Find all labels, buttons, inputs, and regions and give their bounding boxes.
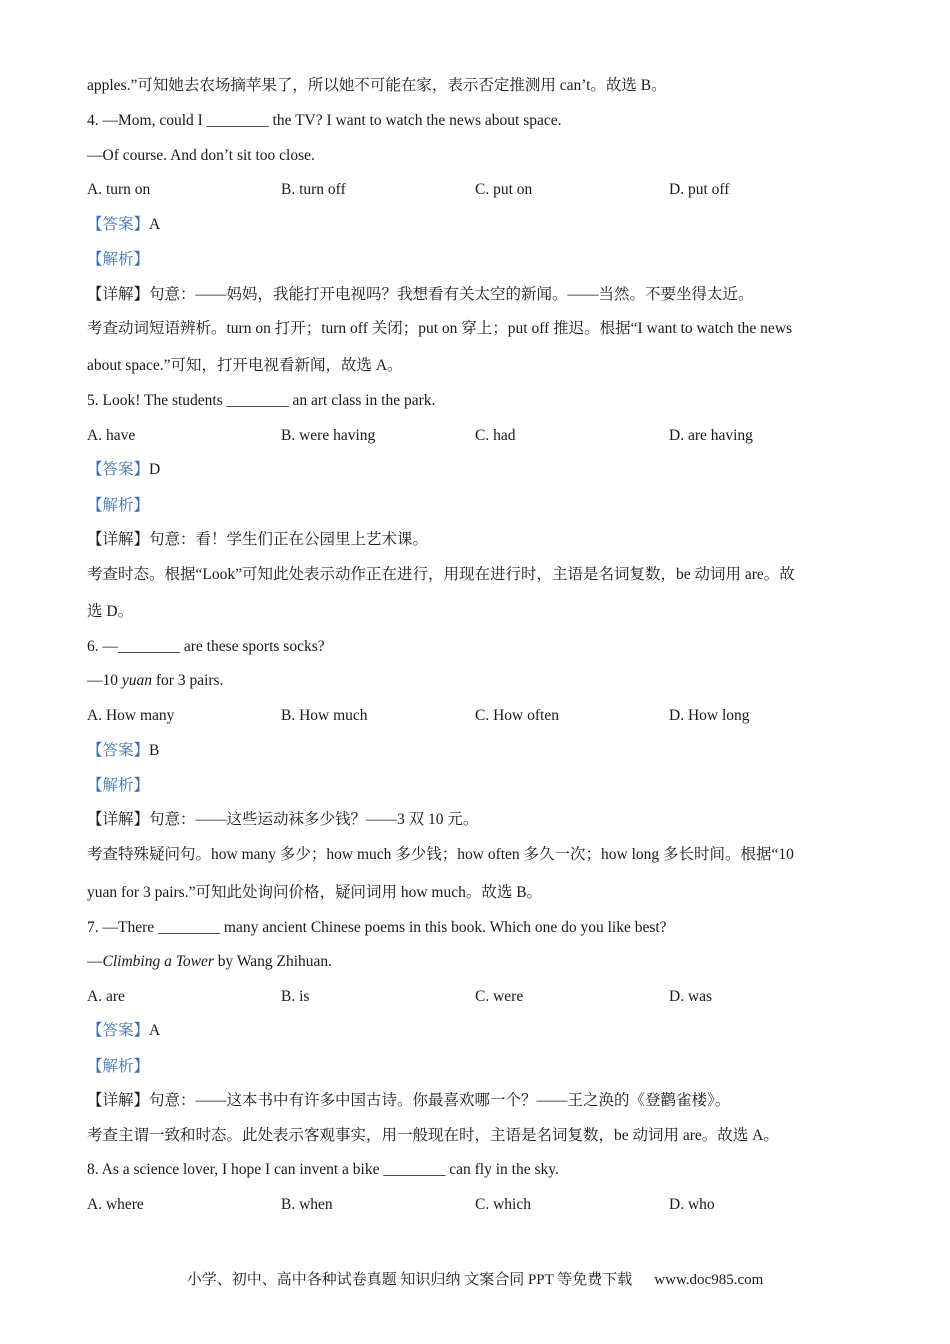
page-footer bbox=[0, 1270, 950, 1290]
q7-option-d: D. was bbox=[669, 988, 713, 1005]
q4-option-a: A. turn on bbox=[87, 181, 151, 198]
answer-label: 【答案】 bbox=[87, 461, 150, 478]
q7-option-b: B. is bbox=[281, 988, 310, 1005]
footer-text: 小学、初中、高中各种试卷真题 知识归纳 文案合同 PPT 等免费下载 bbox=[186, 1272, 633, 1288]
answer-value: A bbox=[149, 216, 161, 233]
q7-stem: 7. —There ________ many ancient Chinese poems in this book. Which one do you like best? bbox=[87, 919, 667, 936]
q7-answer bbox=[87, 1021, 160, 1041]
q6-option-a: A. How many bbox=[87, 707, 175, 724]
q8-option-b: B. when bbox=[281, 1196, 333, 1213]
q5-detail: 【详解】句意：看！学生们正在公园里上艺术课。 bbox=[87, 531, 429, 548]
prev-explanation-tail: apples.”可知她去农场摘苹果了，所以她不可能在家，表示否定推测用 can’t。故选 B。 bbox=[87, 77, 667, 94]
q6-explanation-2: yuan for 3 pairs.”可知此处询问价格，疑问词用 how much。故选 B。 bbox=[87, 884, 543, 901]
q7-option-a: A. are bbox=[87, 988, 125, 1005]
q4-option-b: B. turn off bbox=[281, 181, 346, 198]
q7-reply-pre: — bbox=[87, 953, 103, 970]
q4-explanation-1: 考查动词短语辨析。turn on 打开；turn off 关闭；put on 穿上；put off 推迟。根据“I want to watch the news bbox=[87, 320, 793, 337]
q5-explanation-2: 选 D。 bbox=[87, 603, 134, 620]
q6-option-c: C. How often bbox=[475, 707, 559, 724]
answer-label: 【答案】 bbox=[87, 216, 150, 233]
q5-explanation-1: 考查时态。根据“Look”可知此处表示动作正在进行，用现在进行时，主语是名词复数，be 动词用 are。故 bbox=[87, 566, 795, 583]
q6-option-b: B. How much bbox=[281, 707, 368, 724]
q5-option-d: D. are having bbox=[669, 427, 753, 444]
q6-detail: 【详解】句意：——这些运动袜多少钱？——3 双 10 元。 bbox=[87, 811, 479, 828]
q7-explanation-1: 考查主谓一致和时态。此处表示客观事实，用一般现在时，主语是名词复数，be 动词用 are。故选 A。 bbox=[87, 1127, 779, 1144]
answer-value: A bbox=[149, 1022, 161, 1039]
q6-analysis-label: 【解析】 bbox=[87, 777, 150, 794]
answer-label: 【答案】 bbox=[87, 742, 150, 759]
footer-url-link[interactable]: www.doc985.com bbox=[654, 1272, 764, 1288]
q6-option-d: D. How long bbox=[669, 707, 750, 724]
q4-detail: 【详解】句意：——妈妈，我能打开电视吗？我想看有关太空的新闻。——当然。不要坐得太近。 bbox=[87, 286, 754, 303]
q7-reply-post: by Wang Zhihuan. bbox=[213, 953, 333, 970]
q8-option-d: D. who bbox=[669, 1196, 715, 1213]
q4-option-d: D. put off bbox=[669, 181, 730, 198]
q5-analysis-label: 【解析】 bbox=[87, 497, 150, 514]
q7-reply-italic: Climbing a Tower bbox=[102, 953, 214, 970]
q7-reply bbox=[87, 952, 332, 972]
q5-option-a: A. have bbox=[87, 427, 136, 444]
q6-reply-pre: —10 bbox=[87, 672, 122, 689]
q7-analysis-label: 【解析】 bbox=[87, 1058, 150, 1075]
q5-answer bbox=[87, 460, 160, 480]
q8-option-a: A. where bbox=[87, 1196, 144, 1213]
q6-explanation-1: 考查特殊疑问句。how many 多少；how much 多少钱；how often 多久一次；how long 多长时间。根据“10 bbox=[87, 846, 794, 863]
q4-analysis-label: 【解析】 bbox=[87, 251, 150, 268]
q5-option-c: C. had bbox=[475, 427, 516, 444]
q6-reply bbox=[87, 671, 223, 691]
q6-reply-post: for 3 pairs. bbox=[152, 672, 224, 689]
q4-explanation-2: about space.”可知，打开电视看新闻，故选 A。 bbox=[87, 357, 403, 374]
q4-stem: 4. —Mom, could I ________ the TV? I want to watch the news about space. bbox=[87, 112, 562, 129]
q6-answer bbox=[87, 741, 159, 761]
q8-option-c: C. which bbox=[475, 1196, 531, 1213]
q6-stem: 6. —________ are these sports socks? bbox=[87, 638, 325, 655]
answer-label: 【答案】 bbox=[87, 1022, 150, 1039]
q4-answer bbox=[87, 215, 160, 235]
q6-reply-italic: yuan bbox=[121, 672, 153, 689]
q7-option-c: C. were bbox=[475, 988, 524, 1005]
q4-option-c: C. put on bbox=[475, 181, 533, 198]
q5-stem: 5. Look! The students ________ an art class in the park. bbox=[87, 392, 436, 409]
answer-value: B bbox=[149, 742, 160, 759]
q7-detail: 【详解】句意：——这本书中有许多中国古诗。你最喜欢哪一个？——王之涣的《登鹳雀楼》。 bbox=[87, 1092, 731, 1109]
q8-stem: 8. As a science lover, I hope I can invent a bike ________ can fly in the sky. bbox=[87, 1161, 559, 1178]
q4-reply: —Of course. And don’t sit too close. bbox=[87, 147, 315, 164]
answer-value: D bbox=[149, 461, 161, 478]
q5-option-b: B. were having bbox=[281, 427, 376, 444]
